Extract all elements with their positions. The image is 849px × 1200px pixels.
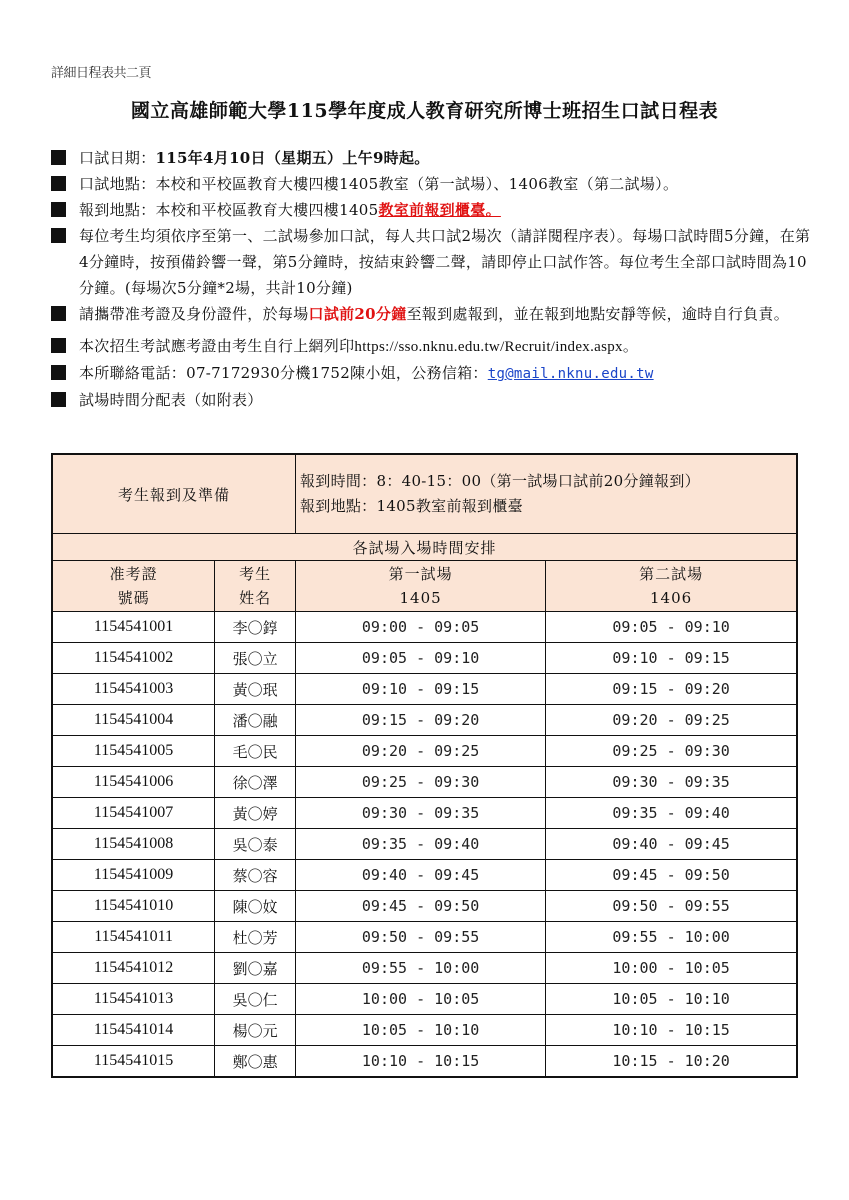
bullet-square-icon [51,306,66,321]
exam-rules-text: 每位考生均須依序至第一、二試場參加口試，每人共口試2場次（請詳閱程序表）。每場口試時間5分鐘，在第4分鐘時，按預備鈴響一聲，第5分鐘時，按結束鈴響二聲，請即停止口試作答。每位考生全部口試時間為10分鐘。(每場次5分鐘*2場，共計10分鐘) [79,227,811,297]
candidate-name: 陳〇妏 [215,891,296,922]
room1-time: 10:05 - 10:10 [295,1015,545,1046]
column-header-id [52,561,215,612]
room2-time: 09:45 - 09:50 [546,860,797,891]
bullet-square-icon [51,150,66,165]
room1-time: 09:15 - 09:20 [295,705,545,736]
column-header-room1 [295,561,545,612]
room1-time: 09:05 - 09:10 [295,643,545,674]
candidate-name: 蔡〇容 [215,860,296,891]
candidate-id: 1154541006 [52,767,215,798]
room2-time: 10:05 - 10:10 [546,984,797,1015]
registration-place: 報到地點：1405教室前報到櫃臺 [299,497,523,515]
table-reference-text: 試場時間分配表（如附表） [79,391,263,409]
candidate-name: 吳〇泰 [215,829,296,860]
room2-time: 09:50 - 09:55 [546,891,797,922]
candidate-id: 1154541015 [52,1046,215,1078]
table-row [52,736,797,767]
admission-text: 本次招生考試應考證由考生自行上網列印 [79,337,355,355]
table-row [52,860,797,891]
room1-time: 10:10 - 10:15 [295,1046,545,1078]
checkin-place-highlight: 教室前報到櫃臺。 [378,201,501,219]
document-title: 國立高雄師範大學115學年度成人教育研究所博士班招生口試日程表 [130,100,719,122]
room1-time: 09:55 - 10:00 [295,953,545,984]
candidate-id: 1154541001 [52,612,215,643]
bullet-square-icon [51,365,66,380]
room2-time: 09:30 - 09:35 [546,767,797,798]
table-row [52,674,797,705]
column-header-room2-line1: 第二試場 [639,565,704,583]
exam-venue-text: 口試地點：本校和平校區教育大樓四樓1405教室（第一試場）、1406教室（第二試場）。 [79,175,679,193]
room2-time: 09:15 - 09:20 [546,674,797,705]
candidate-id: 1154541003 [52,674,215,705]
table-row [52,984,797,1015]
note-exam-date [51,145,811,171]
candidate-name: 徐〇澤 [215,767,296,798]
candidate-name: 鄭〇惠 [215,1046,296,1078]
candidate-id: 1154541013 [52,984,215,1015]
table-row [52,612,797,643]
room2-time: 09:40 - 09:45 [546,829,797,860]
room2-time: 09:10 - 09:15 [546,643,797,674]
contact-text: 本所聯絡電話：07-7172930分機1752陳小姐，公務信箱： [79,364,488,382]
note-exam-venue [51,171,811,197]
bullet-square-icon [51,228,66,243]
exam-date-label: 口試日期： [79,149,156,167]
column-header-room2 [546,561,797,612]
table-row [52,922,797,953]
room1-time: 09:40 - 09:45 [295,860,545,891]
room1-time: 09:25 - 09:30 [295,767,545,798]
bullet-square-icon [51,392,66,407]
candidate-name: 黃〇婷 [215,798,296,829]
admission-end: 。 [622,337,639,355]
column-header-room1-line2: 1405 [399,589,442,607]
candidate-id: 1154541010 [52,891,215,922]
candidate-name: 潘〇融 [215,705,296,736]
table-row [52,829,797,860]
column-header-name-line1: 考生 [239,565,272,583]
column-header-row [52,561,797,612]
room2-time: 10:00 - 10:05 [546,953,797,984]
column-header-room1-line1: 第一試場 [388,565,453,583]
room1-time: 09:00 - 09:05 [295,612,545,643]
contact-email-link[interactable]: tg@mail.nknu.edu.tw [487,366,654,382]
bullet-square-icon [51,202,66,217]
page-count-label: 詳細日程表共二頁 [51,66,152,81]
column-header-id-line2: 號碼 [117,589,150,607]
exam-date-value: 115年4月10日（星期五）上午9時起。 [155,149,430,167]
room1-time: 10:00 - 10:05 [295,984,545,1015]
table-row [52,953,797,984]
note-table-reference [51,387,811,413]
note-exam-rules [51,223,811,301]
candidate-id: 1154541002 [52,643,215,674]
note-bring-documents [51,301,811,327]
checkin-place-text: 報到地點：本校和平校區教育大樓四樓1405 [79,201,379,219]
note-checkin-place [51,197,811,223]
registration-info [295,454,797,534]
bring-text-before: 請攜帶准考證及身份證件，於每場 [79,305,309,323]
candidate-id: 1154541007 [52,798,215,829]
column-header-room2-line2: 1406 [650,589,693,607]
candidate-name: 毛〇民 [215,736,296,767]
column-header-name [215,561,296,612]
table-row [52,1046,797,1078]
table-row [52,705,797,736]
bring-highlight: 口試前20分鐘 [308,305,407,323]
table-row [52,891,797,922]
bullet-square-icon [51,176,66,191]
room2-time: 09:55 - 10:00 [546,922,797,953]
room2-time: 09:35 - 09:40 [546,798,797,829]
schedule-rows [52,612,797,1078]
candidate-name: 李〇錞 [215,612,296,643]
candidate-id: 1154541012 [52,953,215,984]
room2-time: 09:25 - 09:30 [546,736,797,767]
candidate-id: 1154541011 [52,922,215,953]
registration-row [52,454,797,534]
candidate-id: 1154541014 [52,1015,215,1046]
bullet-square-icon [51,338,66,353]
room2-time: 10:10 - 10:15 [546,1015,797,1046]
table-row [52,767,797,798]
room2-time: 10:15 - 10:20 [546,1046,797,1078]
room2-time: 09:20 - 09:25 [546,705,797,736]
room1-time: 09:10 - 09:15 [295,674,545,705]
registration-time: 報到時間：8：40-15：00（第一試場口試前20分鐘報到） [299,472,700,490]
candidate-id: 1154541005 [52,736,215,767]
schedule-table [51,453,798,1078]
room1-time: 09:50 - 09:55 [295,922,545,953]
candidate-id: 1154541009 [52,860,215,891]
table-row [52,1015,797,1046]
room1-time: 09:45 - 09:50 [295,891,545,922]
arrangement-row [52,534,797,561]
room1-time: 09:35 - 09:40 [295,829,545,860]
note-admission-ticket [51,333,811,360]
candidate-name: 張〇立 [215,643,296,674]
candidate-id: 1154541004 [52,705,215,736]
candidate-id: 1154541008 [52,829,215,860]
admission-url[interactable]: https://sso.nknu.edu.tw/Recruit/index.aspx [354,339,623,355]
candidate-name: 楊〇元 [215,1015,296,1046]
table-row [52,798,797,829]
candidate-name: 黃〇珉 [215,674,296,705]
column-header-id-line1: 准考證 [109,565,158,583]
column-header-name-line2: 姓名 [239,589,272,607]
candidate-name: 杜〇芳 [215,922,296,953]
note-contact [51,360,811,387]
room2-time: 09:05 - 09:10 [546,612,797,643]
candidate-name: 劉〇嘉 [215,953,296,984]
arrangement-label: 各試場入場時間安排 [52,534,797,561]
room1-time: 09:30 - 09:35 [295,798,545,829]
bring-text-after: 至報到處報到，並在報到地點安靜等候，逾時自行負責。 [406,305,790,323]
candidate-name: 吳〇仁 [215,984,296,1015]
table-row [52,643,797,674]
notes-list [51,145,811,413]
registration-label: 考生報到及準備 [52,454,295,534]
room1-time: 09:20 - 09:25 [295,736,545,767]
